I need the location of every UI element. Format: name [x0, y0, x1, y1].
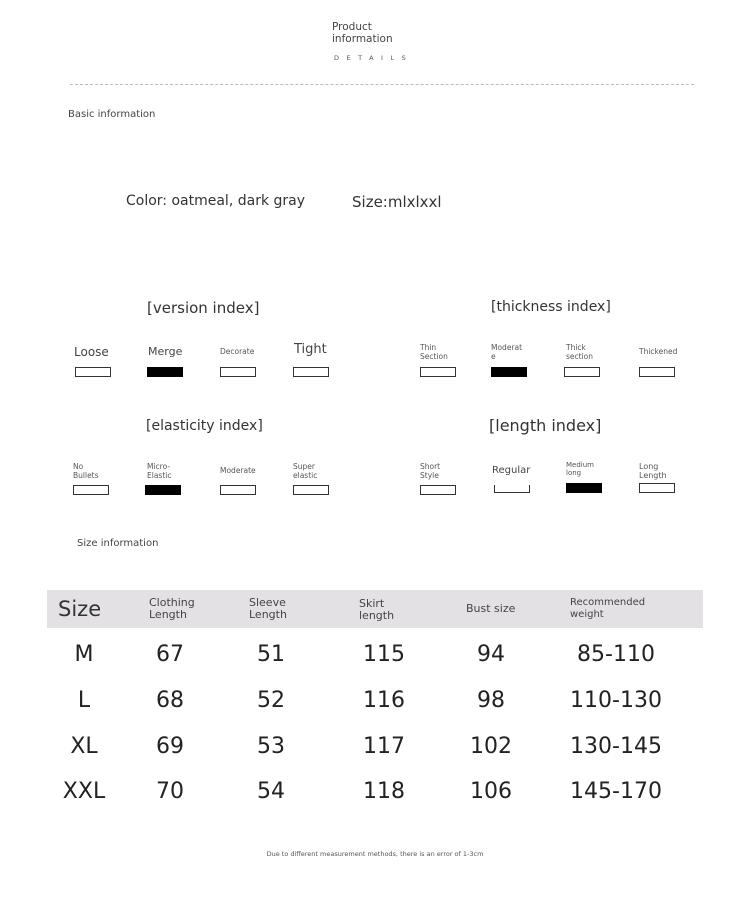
- table-cell: 117: [363, 734, 405, 759]
- version-option-label: Loose: [74, 345, 109, 359]
- table-cell: XL: [70, 734, 98, 759]
- elasticity-option-label: Moderate: [220, 466, 256, 475]
- table-cell: 106: [470, 779, 512, 804]
- color-text: Color: oatmeal, dark gray: [126, 193, 306, 209]
- table-cell: 85-110: [577, 642, 655, 667]
- thickness-option-label: Thickened: [639, 347, 678, 356]
- length-option-box-selected: [566, 483, 602, 493]
- version-option-label: Tight: [294, 342, 327, 357]
- version-index-title: [version index]: [147, 299, 260, 317]
- length-option-label: Short Style: [420, 462, 441, 480]
- table-cell: 145-170: [570, 779, 662, 804]
- elasticity-option-box: [293, 485, 329, 495]
- version-option-box: [75, 367, 111, 377]
- elasticity-option-box: [73, 485, 109, 495]
- table-cell: M: [74, 642, 94, 667]
- elasticity-option-label: Super elastic: [293, 462, 318, 480]
- version-option-box-selected: [147, 367, 183, 377]
- table-cell: 116: [363, 688, 405, 713]
- table-cell: L: [77, 688, 91, 713]
- table-cell: 130-145: [570, 734, 662, 759]
- thickness-option-box: [420, 367, 456, 377]
- thickness-index-title: [thickness index]: [491, 299, 611, 315]
- header-subtitle: DETAILS: [334, 54, 414, 62]
- size-table-header-cell: Clothing Length: [149, 596, 195, 621]
- version-option-label: Merge: [148, 345, 183, 358]
- length-option-box: [494, 485, 530, 493]
- table-cell: 98: [477, 688, 505, 713]
- thickness-option-box: [639, 367, 675, 377]
- table-cell: 102: [470, 734, 512, 759]
- length-index-title: [length index]: [489, 416, 602, 435]
- elasticity-option-label: No Bullets: [73, 462, 99, 480]
- version-option-box: [220, 367, 256, 377]
- size-table-header-cell: Recommended weight: [570, 597, 646, 620]
- length-option-box: [420, 485, 456, 495]
- header-title-line2: information: [332, 33, 393, 45]
- table-cell: 51: [257, 642, 285, 667]
- measurement-note: Due to different measurement methods, there is an error of 1-3cm: [266, 850, 484, 858]
- length-option-box: [639, 483, 675, 493]
- elasticity-index-title: [elasticity index]: [146, 418, 263, 434]
- table-cell: 67: [156, 642, 184, 667]
- size-table-header-cell: Bust size: [466, 602, 516, 615]
- divider: [70, 84, 694, 85]
- size-table-header-cell: Skirt length: [359, 597, 395, 622]
- elasticity-option-box: [220, 485, 256, 495]
- length-option-label: Long Length: [639, 462, 667, 480]
- table-cell: 69: [156, 734, 184, 759]
- length-option-label: Medium long: [566, 461, 594, 477]
- version-option-box: [293, 367, 329, 377]
- table-cell: 52: [257, 688, 285, 713]
- table-cell: 110-130: [570, 688, 662, 713]
- elasticity-option-box-selected: [145, 485, 181, 495]
- table-cell: 53: [257, 734, 285, 759]
- size-text: Size:mlxlxxl: [352, 193, 442, 211]
- table-cell: XXL: [62, 779, 106, 804]
- basic-info-label: Basic information: [68, 109, 156, 120]
- size-info-label: Size information: [77, 538, 159, 549]
- version-option-label: Decorate: [220, 347, 255, 356]
- thickness-option-label: Moderate: [491, 343, 523, 361]
- table-cell: 68: [156, 688, 184, 713]
- elasticity-option-label: Micro-Elastic: [147, 462, 172, 480]
- table-cell: 118: [363, 779, 405, 804]
- thickness-option-box: [564, 367, 600, 377]
- thickness-option-label: Thin Section: [420, 343, 448, 361]
- thickness-option-box-selected: [491, 367, 527, 377]
- header-title-line1: Product: [332, 21, 372, 33]
- table-cell: 115: [363, 642, 405, 667]
- table-cell: 94: [477, 642, 505, 667]
- length-option-label: Regular: [492, 465, 531, 476]
- table-cell: 70: [156, 779, 184, 804]
- table-cell: 54: [257, 779, 285, 804]
- size-table-header-cell: Sleeve Length: [249, 596, 287, 621]
- thickness-option-label: Thick section: [566, 343, 594, 361]
- size-table-header-cell: Size: [58, 597, 102, 621]
